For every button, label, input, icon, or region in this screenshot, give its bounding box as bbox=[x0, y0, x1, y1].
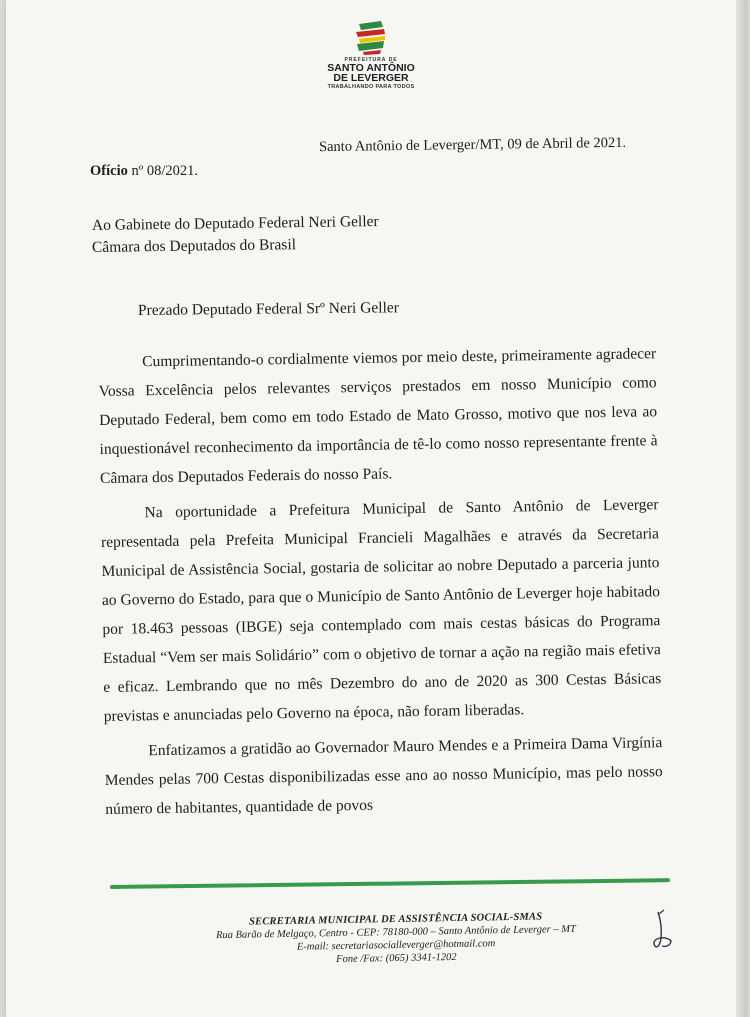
addressee-line1: Ao Gabinete do Deputado Federal Neri Geller bbox=[91, 212, 379, 234]
letter-page bbox=[6, 0, 746, 1017]
footer-phone: Fone /Fax: (065) 3341-1202 bbox=[336, 951, 457, 966]
footer-title: SECRETARIA MUNICIPAL DE ASSISTÊNCIA SOCIAL-SMAS bbox=[248, 911, 543, 928]
paragraph-2: Na oportunidade a Prefeitura Municipal de Santo Antônio de Leverger representada pela Prefeita Municipal Francieli Magalhães e através da Secretaria Municipal de Assistência Social, gostaria de solicitar ao nobre Deputado a parceria junto ao Governo do Estado, para que o Município de Santo Antônio de Leverger hoje habitado por 18.463 pessoas (IBGE) seja contemplado com mais cestas básicas do Programa Estadual “Vem ser mais Solidário” com o objetivo de tornar a ação na região mais efetiva e eficaz. Lembrando que no mês Dezembro do ano de 2020 as 300 Cestas Básicas previstas e anunciadas pelo Governo na época, não foram liberadas. bbox=[100, 496, 662, 725]
dateline: Santo Antônio de Leverger/MT, 09 de Abril de 2021. bbox=[318, 134, 627, 156]
addressee-line2: Câmara dos Deputados do Brasil bbox=[91, 236, 297, 256]
letter-body bbox=[98, 339, 664, 830]
footer bbox=[166, 909, 627, 969]
page-edge-shadow bbox=[736, 0, 746, 1017]
footer-address: Rua Barão de Melgaço, Centro - CEP: 78180-000 – Santo Antônio de Leverger – MT bbox=[215, 923, 576, 942]
logo-tagline: TRABALHANDO PARA TODOS bbox=[327, 84, 415, 90]
logo-prefeitura-label: PREFEITURA DE bbox=[344, 57, 398, 63]
signature-mark-icon bbox=[650, 908, 676, 954]
logo-name-line2: DE LEVERGER bbox=[333, 72, 409, 84]
paragraph-1: Cumprimentando-o cordialmente viemos por meio deste, primeiramente agradecer Vossa Excelência pelos relevantes serviços prestados em nosso Município como Deputado Federal, bem como em todo Estado de Mato Grosso, motivo que nos leva ao inquestionável reconhecimento da importância de tê-lo como nosso representante frente à Câmara dos Deputados Federais do nosso País. bbox=[98, 345, 658, 487]
footer-divider bbox=[110, 878, 670, 889]
letterhead-logo bbox=[306, 20, 436, 90]
oficio-label: Ofício bbox=[90, 163, 128, 179]
municipal-emblem-icon bbox=[351, 20, 391, 56]
oficio-number bbox=[90, 163, 198, 180]
logo-name-line1: SANTO ANTÔNIO bbox=[327, 62, 415, 74]
paragraph-3: Enfatizamos a gratidão ao Governador Mauro Mendes e a Primeira Dama Virgínia Mendes pelas 700 Cestas disponibilizadas esse ano ao nosso Município, mas pelo nosso número de habitantes, quantidade de povos bbox=[104, 734, 663, 818]
oficio-value: nº 08/2021. bbox=[131, 163, 199, 179]
footer-email: E-mail: secretariasocialleverger@hotmail.com bbox=[296, 938, 496, 953]
salutation: Prezado Deputado Federal Srº Neri Geller bbox=[137, 299, 399, 319]
